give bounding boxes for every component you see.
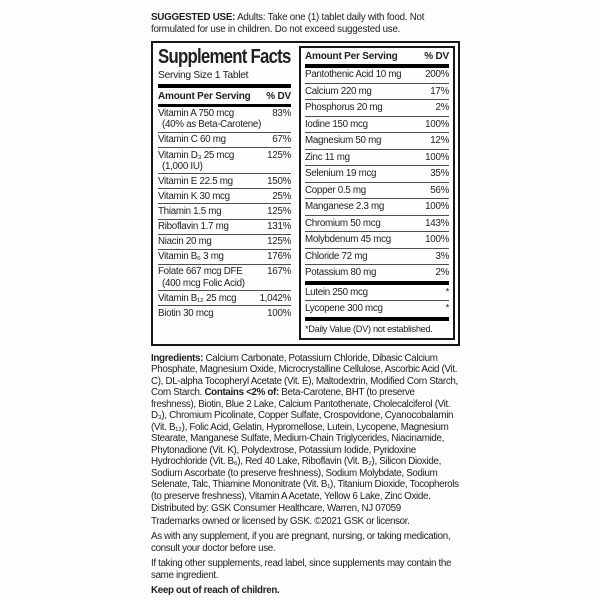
- nutrient-dv: 100%: [267, 307, 291, 319]
- right-column-header: [305, 48, 449, 64]
- other-nutrient-rows: [305, 285, 449, 317]
- nutrient-dv: 35%: [430, 168, 449, 180]
- ingredients-text: Calcium Carbonate, Potassium Chloride, Dibasic Calcium Phosphate, Magnesium Oxide, Microcrystalline Cellulose, Ascorbic Acid (Vit. C), DL-alpha Tocopheryl Acetate (Vit. E), Maltodextrin, Modified Corn Starch, Corn Starch.: [151, 352, 458, 399]
- nutrient-name: Vitamin B₁₂ 25 mcg: [158, 292, 237, 304]
- nutrient-dv: 125%: [267, 236, 291, 248]
- nutrient-name: Vitamin C 60 mg: [158, 134, 226, 146]
- nutrient-row: [158, 188, 291, 203]
- contains-label: Contains <2% of:: [204, 387, 279, 399]
- dv-footnote: *Daily Value (DV) not established.: [305, 323, 433, 334]
- nutrient-row: [305, 99, 449, 115]
- nutrient-row: [305, 149, 449, 165]
- nutrient-row: [158, 249, 291, 264]
- nutrient-dv: *: [445, 303, 449, 315]
- nutrient-name: Vitamin D₃ 25 mcg (1,000 IU): [158, 150, 267, 173]
- nutrient-dv: 167%: [267, 266, 291, 278]
- nutrient-dv: 200%: [425, 69, 449, 81]
- nutrient-name: Thiamin 1.5 mg: [158, 206, 222, 218]
- nutrient-row: [158, 264, 291, 290]
- nutrient-dv: 67%: [272, 134, 291, 146]
- header-amount-label: Amount Per Serving: [305, 50, 398, 62]
- nutrient-name: Molybdenum 45 mcg: [305, 234, 391, 246]
- nutrient-row: [305, 300, 449, 316]
- nutrient-row: [158, 290, 291, 305]
- nutrient-dv: *: [445, 286, 449, 298]
- serving-size: Serving Size 1 Tablet: [158, 70, 249, 81]
- nutrient-name: Chromium 50 mcg: [305, 217, 381, 229]
- nutrient-note: (40% as Beta-Carotene): [162, 119, 262, 131]
- nutrient-dv: 100%: [425, 118, 449, 130]
- nutrient-name: Pantothenic Acid 10 mg: [305, 69, 402, 81]
- nutrient-name: Niacin 20 mg: [158, 236, 212, 248]
- nutrient-row: [158, 173, 291, 188]
- nutrient-row: [158, 219, 291, 234]
- header-dv-label: % DV: [266, 90, 291, 102]
- label-sheet: [151, 12, 460, 597]
- panel-left-column: [153, 43, 296, 344]
- suggested-use-text: Adults: Take one (1) tablet daily with food. Not formulated for use in children. Do not exceed suggested use.: [151, 12, 425, 35]
- nutrient-name: Riboflavin 1.7 mg: [158, 221, 229, 233]
- nutrient-dv: 25%: [272, 191, 291, 202]
- nutrient-name: Vitamin B₆ 3 mg: [158, 251, 224, 263]
- nutrient-row: [158, 147, 291, 173]
- nutrient-dv: 125%: [267, 149, 291, 161]
- trademarks-line: Trademarks owned or licensed by GSK. ©2021 GSK or licensor.: [151, 515, 410, 527]
- distributed-by-line: Distributed by: GSK Consumer Healthcare, Warren, NJ 07059: [151, 503, 401, 515]
- suggested-use-label: SUGGESTED USE:: [151, 12, 236, 23]
- nutrient-note: (1,000 IU): [162, 160, 203, 172]
- nutrient-row: [305, 248, 449, 264]
- nutrient-dv: 56%: [430, 184, 449, 196]
- nutrient-row: [305, 68, 449, 83]
- keep-out-of-reach-warning: Keep out of reach of children.: [151, 585, 280, 597]
- supplement-facts-panel: [151, 41, 460, 346]
- nutrient-name: Calcium 220 mg: [305, 85, 372, 97]
- nutrient-name: Folate 667 mcg DFE (400 mcg Folic Acid): [158, 266, 267, 289]
- nutrient-dv: 150%: [267, 175, 291, 187]
- contains-text: Beta-Carotene, BHT (to preserve freshness), Biotin, Blue 2 Lake, Calcium Pantothenate, Cholecalciferol (Vit. D₃), Chromium Picolinate, Copper Sulfate, Crospovidone, Cyanocobalamin (Vit. B₁₂), Folic Acid, Gelatin, Hypromellose, Lutein, Lycopene, Magnesium Stearate, Manganese Sulfate, Medium-Chain Triglycerides, Niacinamide, Phytonadione (Vit. K), Polydextrose, Potassium Iodide, Pyridoxine Hydrochloride (Vit. B₆), Red 40 Lake, Riboflavin (Vit. B₂), Silicon Dioxide, Sodium Ascorbate (to preserve freshness), Sodium Molybdate, Sodium Selenate, Talc, Thiamine Mononitrate (Vit. B₁), Titanium Dioxide, Tocopherols (to preserve freshness), Vitamin A Acetate, Yellow 6 Lake, Zinc Oxide.: [151, 387, 459, 502]
- nutrient-row: [158, 203, 291, 218]
- nutrient-name: Vitamin A 750 mcg (40% as Beta-Carotene): [158, 108, 272, 131]
- nutrient-dv: 176%: [267, 251, 291, 263]
- nutrient-dv: 143%: [425, 217, 449, 229]
- nutrient-dv: 17%: [430, 85, 449, 97]
- header-amount-label: Amount Per Serving: [158, 90, 251, 102]
- nutrient-name: Selenium 19 mcg: [305, 168, 377, 180]
- nutrient-row: [305, 83, 449, 99]
- nutrient-dv: 2%: [435, 267, 449, 279]
- nutrient-dv: 100%: [425, 201, 449, 213]
- nutrient-name: Iodine 150 mcg: [305, 118, 368, 130]
- ingredients-label: Ingredients:: [151, 352, 204, 364]
- panel-title: Supplement Facts: [158, 46, 291, 68]
- nutrient-dv: 125%: [267, 206, 291, 218]
- nutrient-row: [305, 182, 449, 198]
- nutrient-name: Vitamin E 22.5 mg: [158, 175, 233, 187]
- nutrient-row: [305, 165, 449, 181]
- nutrient-name: Lutein 250 mcg: [305, 286, 368, 298]
- left-column-header: [158, 88, 291, 104]
- panel-right-column: [299, 46, 455, 340]
- nutrient-row: [305, 231, 449, 247]
- other-supplements-warning: If taking other supplements, read label, since supplements may contain the same ingredient.: [151, 558, 452, 581]
- nutrient-dv: 2%: [435, 102, 449, 114]
- nutrient-dv: 100%: [425, 151, 449, 163]
- nutrient-name: Biotin 30 mcg: [158, 307, 214, 319]
- nutrient-name: Potassium 80 mg: [305, 267, 377, 279]
- nutrient-dv: 12%: [430, 135, 449, 147]
- suggested-use: [151, 12, 460, 36]
- nutrient-row: [158, 132, 291, 147]
- nutrient-dv: 100%: [425, 234, 449, 246]
- nutrient-row: [305, 116, 449, 132]
- nutrient-name: Vitamin K 30 mcg: [158, 191, 230, 202]
- nutrient-name: Lycopene 300 mcg: [305, 303, 383, 315]
- header-dv-label: % DV: [424, 50, 449, 62]
- nutrient-row: [158, 107, 291, 132]
- nutrient-row: [158, 305, 291, 320]
- pregnancy-warning: As with any supplement, if you are pregnant, nursing, or taking medication, consult your doctor before use.: [151, 531, 451, 554]
- nutrient-name: Magnesium 50 mg: [305, 135, 382, 147]
- nutrient-note: (400 mcg Folic Acid): [162, 277, 245, 289]
- nutrient-row: [158, 234, 291, 249]
- nutrient-dv: 3%: [435, 250, 449, 262]
- nutrient-name: Copper 0.5 mg: [305, 184, 366, 196]
- nutrient-name: Chloride 72 mg: [305, 250, 368, 262]
- ingredients-paragraph: [151, 353, 460, 503]
- nutrient-name: Manganese 2.3 mg: [305, 201, 385, 213]
- nutrient-row: [305, 198, 449, 214]
- nutrient-name: Phosphorus 20 mg: [305, 102, 383, 114]
- nutrient-row: [305, 215, 449, 231]
- nutrient-name: Zinc 11 mg: [305, 151, 350, 163]
- right-nutrient-rows: [305, 68, 449, 281]
- nutrient-dv: 131%: [267, 221, 291, 233]
- nutrient-dv: 83%: [272, 108, 291, 120]
- nutrient-row: [305, 132, 449, 148]
- nutrient-row: [305, 285, 449, 300]
- nutrient-dv: 1,042%: [259, 292, 291, 304]
- left-nutrient-rows: [158, 107, 291, 321]
- nutrient-row: [305, 264, 449, 280]
